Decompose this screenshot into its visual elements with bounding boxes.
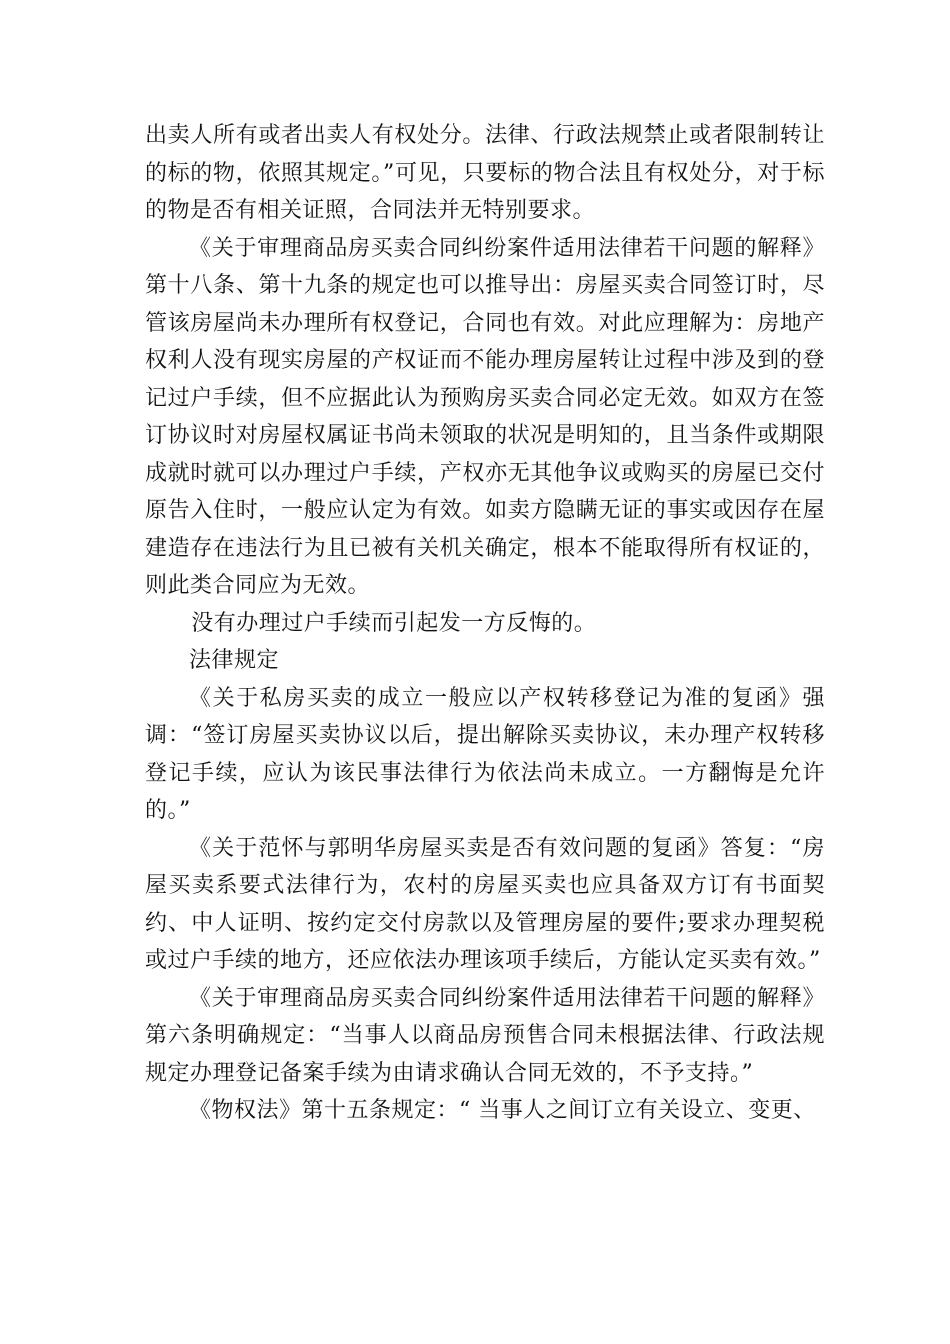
document-body (145, 117, 825, 1130)
paragraph: 出卖人所有或者出卖人有权处分。法律、行政法规禁止或者限制转让的标的物，依照其规定。”可见，只要标的物合法且有权处分，对于标的物是否有相关证照，合同法并无特别要求。 (145, 123, 825, 223)
paragraph: 《物权法》第十五条规定：“ 当事人之间订立有关设立、变更、 (189, 1098, 816, 1123)
paragraph: 《关于审理商品房买卖合同纠纷案件适用法律若干问题的解释》第十八条、第十九条的规定也可以推导出：房屋买卖合同签订时，尽管该房屋尚未办理所有权登记，合同也有效。对此应理解为：房地产权利人没有现实房屋的产权证而不能办理房屋转让过程中涉及到的登记过户手续，但不应据此认为预购房买卖合同必定无效。如双方在签订协议时对房屋权属证书尚未领取的状况是明知的，且当条件或期限成就时就可以办理过户手续，产权亦无其他争议或购买的房屋已交付原告入住时，一般应认定为有效。如卖方隐瞒无证的事实或因存在屋建造存在违法行为且已被有关机关确定，根本不能取得所有权证的，则此类合同应为无效。 (145, 235, 825, 598)
paragraph: 《关于范怀与郭明华房屋买卖是否有效问题的复函》答复：“房屋买卖系要式法律行为，农村的房屋买卖也应具备双方订有书面契约、中人证明、按约定交付房款以及管理房屋的要件;要求办理契税或过户手续的地方，还应依法办理该项手续后，方能认定买卖有效。” (145, 835, 825, 973)
section-heading: 法律规定 (189, 648, 280, 673)
paragraph: 《关于私房买卖的成立一般应以产权转移登记为准的复函》强调：“签订房屋买卖协议以后，提出解除买卖协议，未办理产权转移登记手续，应认为该民事法律行为依法尚未成立。一方翻悔是允许的。” (145, 685, 825, 823)
paragraph: 没有办理过户手续而引起发一方反悔的。 (191, 610, 597, 636)
paragraph: 《关于审理商品房买卖合同纠纷案件适用法律若干问题的解释》第六条明确规定：“当事人以商品房预售合同未根据法律、行政法规规定办理登记备案手续为由请求确认合同无效的，不予支持。” (145, 985, 825, 1086)
